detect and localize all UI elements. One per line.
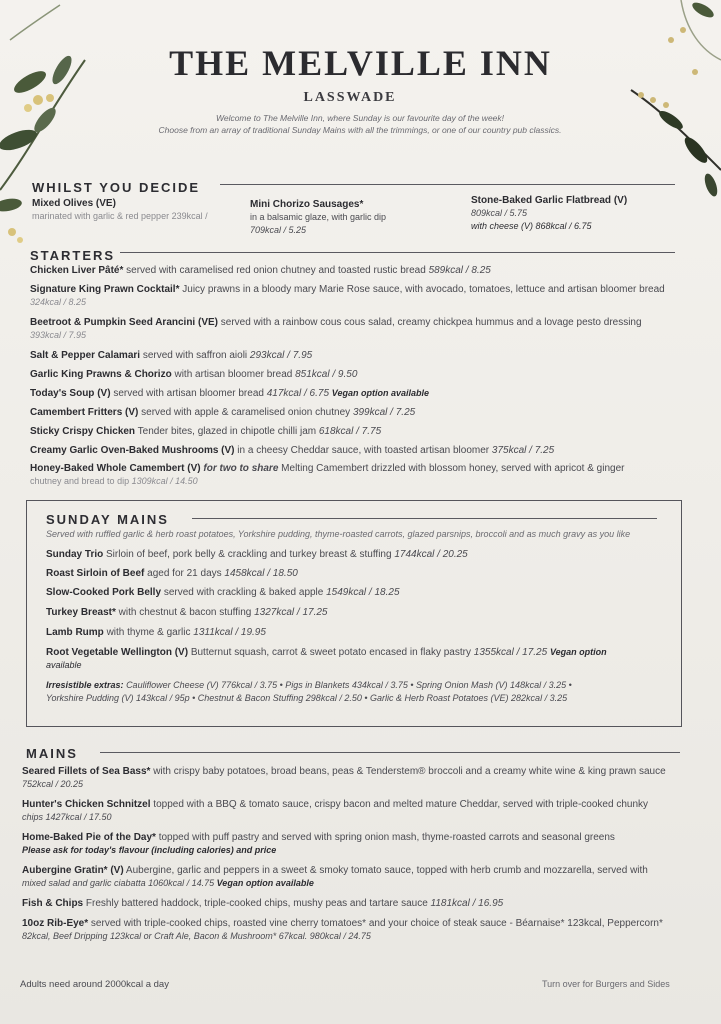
item-kcal-price: 417kcal / 6.75 (266, 388, 329, 399)
item-description: Aubergine, garlic and peppers in a sweet & smoky tomato sauce, topped with herb crumb and mozzarella, served with (125, 865, 648, 876)
sunday-item (46, 548, 468, 561)
item-name: Turkey Breast* (46, 607, 116, 618)
item-kcal-price: 1744kcal / 20.25 (394, 549, 468, 560)
whilst-item (250, 198, 386, 237)
item-description: served with saffron aioli (142, 350, 248, 361)
item-description: served with a rainbow cous cous salad, creamy chickpea hummus and a lovage pesto dressing (220, 317, 642, 328)
item-name: Seared Fillets of Sea Bass* (22, 766, 151, 777)
sunday-extras (46, 679, 572, 705)
botanical-illustration-right (611, 0, 721, 220)
section-divider (100, 752, 680, 753)
starter-item (30, 349, 312, 362)
calorie-footnote: Adults need around 2000kcal a day (20, 979, 169, 990)
item-kcal-price: 82kcal, Beef Dripping 123kcal or Craft Ale, Bacon & Mushroom* 67kcal. 980kcal / 24.75 (22, 931, 371, 941)
item-name: Mini Chorizo Sausages* (250, 199, 364, 210)
item-kcal-price: 709kcal / 5.25 (250, 225, 307, 235)
item-name: Mixed Olives (VE) (32, 198, 116, 209)
section-divider (120, 252, 675, 253)
item-name: Sticky Crispy Chicken (30, 426, 136, 437)
section-heading-whilst: WHILST YOU DECIDE (32, 180, 201, 195)
sunday-item (46, 646, 607, 672)
item-name: Fish & Chips (22, 898, 84, 909)
item-kcal-price: 618kcal / 7.75 (318, 426, 382, 437)
mains-item (22, 831, 615, 857)
mains-item (22, 864, 648, 890)
intro-line: Choose from an array of traditional Sunday Mains with all the trimmings, or one of our country pub classics. (158, 125, 562, 135)
item-kcal-price: 293kcal / 7.95 (249, 350, 313, 361)
sunday-tagline: Served with ruffled garlic & herb roast potatoes, Yorkshire pudding, thyme-roasted carrots, glazed parsnips, broccoli and as much gravy as you like (46, 529, 631, 539)
item-kcal-price: 589kcal / 8.25 (428, 265, 491, 276)
extras-line: Yorkshire Pudding (V) 143kcal / 95p • Chestnut & Bacon Stuffing 298kcal / 2.50 • Garlic & Herb Roast Potatoes (VE) 282kcal / 3.25 (46, 693, 568, 703)
item-description: Juicy prawns in a bloody mary Marie Rose sauce, with avocado, tomatoes, lettuce and artisan bloomer bread (182, 284, 665, 295)
vegan-note: Vegan option available (331, 388, 429, 398)
item-description: Melting Camembert drizzled with blossom honey, served with apricot & ginger (281, 463, 625, 474)
item-name: Honey-Baked Whole Camembert (V) (30, 463, 201, 474)
starter-item (30, 462, 624, 488)
item-name: Hunter's Chicken Schnitzel (22, 799, 151, 810)
item-name: 10oz Rib-Eye* (22, 918, 89, 929)
item-description: served with caramelised red onion chutney and toasted rustic bread (126, 265, 426, 276)
extras-line: Cauliflower Cheese (V) 776kcal / 3.75 • Pigs in Blankets 434kcal / 3.75 • Spring Onion Mash (V) 148kcal / 3.25 • (126, 680, 572, 690)
item-description: served with triple-cooked chips, roasted vine cherry tomatoes* and your choice of steak sauce - Béarnaise* 123kcal, Peppercorn* (90, 918, 663, 929)
item-name: Root Vegetable Wellington (V) (46, 647, 189, 658)
item-note: Please ask for today's flavour (including calories) and price (22, 845, 277, 855)
item-kcal-price: 1458kcal / 18.50 (224, 568, 298, 579)
item-description: topped with a BBQ & tomato sauce, crispy bacon and melted mature Cheddar, served with triple-cooked chunky (153, 799, 649, 810)
item-kcal-price: 1309kcal / 14.50 (131, 476, 198, 486)
item-kcal-price: 1549kcal / 18.25 (326, 587, 400, 598)
item-kcal-price: 1327kcal / 17.25 (254, 607, 328, 618)
item-kcal-price: 1355kcal / 17.25 (473, 647, 548, 658)
starter-item (30, 387, 429, 400)
mains-item (22, 917, 663, 943)
item-option: with cheese (V) 868kcal / 6.75 (471, 221, 592, 231)
section-divider (192, 518, 657, 519)
item-name: Creamy Garlic Oven-Baked Mushrooms (V) (30, 445, 235, 456)
vegan-note: available (46, 660, 82, 670)
item-description: Tender bites, glazed in chipotle chilli jam (137, 426, 317, 437)
item-share-note: for two to share (203, 463, 279, 474)
item-kcal-price: 399kcal / 7.25 (352, 407, 416, 418)
item-kcal-price: 752kcal / 20.25 (22, 779, 84, 789)
whilst-item (32, 197, 208, 223)
item-kcal-price: 1181kcal / 16.95 (430, 898, 504, 909)
item-kcal-price: 851kcal / 9.50 (295, 369, 358, 380)
sunday-item (46, 606, 328, 619)
mains-item (22, 897, 503, 910)
starter-item (30, 264, 491, 277)
item-kcal-price: 393kcal / 7.95 (30, 330, 87, 340)
item-description: Freshly battered haddock, triple-cooked chips, mushy peas and tartare sauce (85, 898, 428, 909)
starter-item (30, 283, 665, 309)
location-subtitle: LASSWADE (303, 90, 397, 105)
turn-over-note: Turn over for Burgers and Sides (542, 979, 670, 989)
item-kcal-price: chips 1427kcal / 17.50 (22, 812, 112, 822)
item-description: with chestnut & bacon stuffing (118, 607, 252, 618)
item-name: Today's Soup (V) (30, 388, 111, 399)
sunday-item (46, 567, 298, 580)
item-description: in a balsamic glaze, with garlic dip (250, 212, 387, 222)
item-name: Aubergine Gratin* (V) (22, 865, 124, 876)
item-name: Stone-Baked Garlic Flatbread (V) (471, 195, 628, 206)
item-description: Butternut squash, carrot & sweet potato encased in flaky pastry (190, 647, 471, 658)
item-name: Lamb Rump (46, 627, 104, 638)
section-divider (220, 184, 675, 185)
item-name: Sunday Trio (46, 549, 104, 560)
item-name: Camembert Fritters (V) (30, 407, 139, 418)
item-name: Chicken Liver Pâté* (30, 265, 124, 276)
restaurant-title: THE MELVILLE INN (169, 43, 552, 83)
vegan-note: Vegan option (549, 647, 607, 657)
vegan-note: Vegan option available (216, 878, 314, 888)
sunday-item (46, 626, 266, 639)
item-description: marinated with garlic & red pepper 239kcal / (32, 211, 208, 221)
item-kcal-price: mixed salad and garlic ciabatta 1060kcal / 14.75 (22, 878, 215, 888)
item-name: Roast Sirloin of Beef (46, 568, 145, 579)
item-name: Signature King Prawn Cocktail* (30, 284, 180, 295)
item-kcal-price: 324kcal / 8.25 (30, 297, 87, 307)
section-heading-starters: STARTERS (30, 248, 116, 263)
item-kcal-price: 1311kcal / 19.95 (193, 627, 266, 638)
item-description: with thyme & garlic (106, 627, 191, 638)
item-name: Salt & Pepper Calamari (30, 350, 141, 361)
item-description: with crispy baby potatoes, broad beans, peas & Tenderstem® broccoli and a creamy white wine & king prawn sauce (153, 766, 666, 777)
section-heading-mains: MAINS (26, 746, 78, 761)
mains-item (22, 765, 666, 791)
item-description: served with crackling & baked apple (163, 587, 324, 598)
starter-item (30, 316, 642, 342)
starter-item (30, 406, 415, 419)
sunday-item (46, 586, 400, 599)
item-description: aged for 21 days (147, 568, 222, 579)
mains-item (22, 798, 648, 824)
item-name: Beetroot & Pumpkin Seed Arancini (VE) (30, 317, 218, 328)
intro-line: Welcome to The Melville Inn, where Sunday is our favourite day of the week! (215, 113, 505, 123)
whilst-item (471, 194, 627, 233)
starter-item (30, 368, 357, 381)
starter-item (30, 444, 554, 457)
item-name: Garlic King Prawns & Chorizo (30, 369, 172, 380)
intro-text (80, 112, 640, 136)
starter-item (30, 425, 381, 438)
item-description: Sirloin of beef, pork belly & crackling and turkey breast & stuffing (106, 549, 392, 560)
item-name: Slow-Cooked Pork Belly (46, 587, 162, 598)
item-description: served with artisan bloomer bread (113, 388, 264, 399)
item-description: in a cheesy Cheddar sauce, with toasted artisan bloomer (237, 445, 490, 456)
item-description: topped with puff pastry and served with spring onion mash, thyme-roasted carrots and seasonal greens (158, 832, 615, 843)
item-name: Home-Baked Pie of the Day* (22, 832, 156, 843)
item-kcal-price: 375kcal / 7.25 (491, 445, 555, 456)
item-kcal-price: 809kcal / 5.75 (471, 208, 528, 218)
item-description: with artisan bloomer bread (174, 369, 293, 380)
section-heading-sunday: SUNDAY MAINS (46, 512, 169, 527)
extras-label: Irresistible extras: (46, 680, 124, 690)
item-description: chutney and bread to dip (30, 476, 130, 486)
item-description: served with apple & caramelised onion chutney (141, 407, 351, 418)
